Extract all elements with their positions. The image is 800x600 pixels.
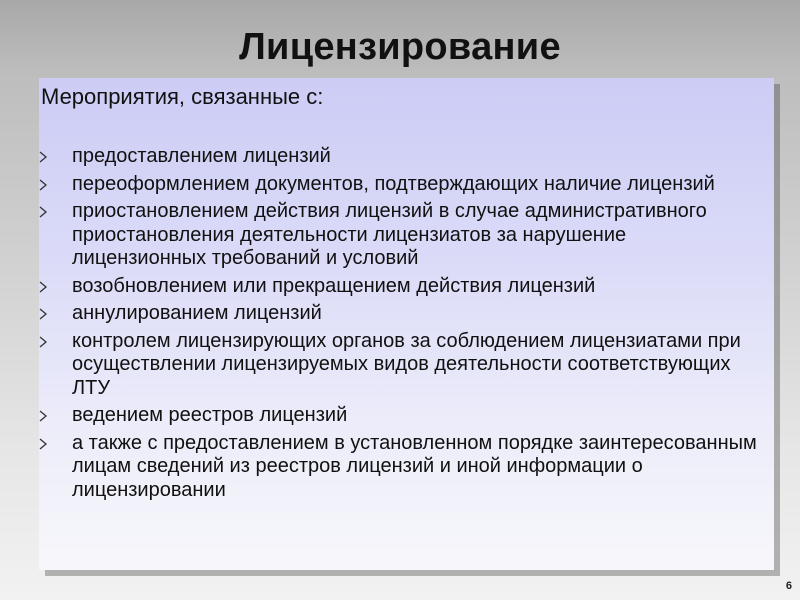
bullet-item <box>38 173 760 197</box>
bullet-text: возобновлением или прекращением действия лицензий <box>72 274 596 297</box>
bullet-text: переоформлением документов, подтверждающих наличие лицензий <box>72 172 715 195</box>
bullet-text: ведением реестров лицензий <box>72 404 348 426</box>
bullet-item <box>38 302 760 326</box>
bullet-item <box>38 200 760 271</box>
bullet-list <box>38 145 760 506</box>
bullet-text: аннулированием лицензий <box>72 302 322 324</box>
bullet-item <box>38 330 760 401</box>
bullet-text: контролем лицензирующих органов за соблюдением лицензиатами при осуществлении лицензируемых видов деятельности соответствующих ЛТУ <box>72 329 741 399</box>
arrow-bullet-icon <box>38 410 48 422</box>
arrow-bullet-icon <box>38 206 48 218</box>
arrow-bullet-icon <box>38 179 48 191</box>
arrow-bullet-icon <box>38 336 48 348</box>
arrow-bullet-icon <box>38 438 48 450</box>
intro-text: Мероприятия, связанные с: <box>41 84 324 109</box>
bullet-item <box>38 275 760 299</box>
slide-title: Лицензирование <box>239 26 561 68</box>
bullet-item <box>38 432 760 503</box>
page-number: 6 <box>785 580 792 592</box>
bullet-item <box>38 404 760 428</box>
arrow-bullet-icon <box>38 308 48 320</box>
bullet-text: приостановлением действия лицензий в случае административного приостановления деятельности лицензиатов за нарушение лицензионных требований и условий <box>72 200 707 269</box>
bullet-item <box>38 145 760 169</box>
arrow-bullet-icon <box>38 151 48 163</box>
bullet-text: предоставлением лицензий <box>72 145 331 167</box>
arrow-bullet-icon <box>38 281 48 293</box>
bullet-text: а также с предоставлением в установленном порядке заинтересованным лицам сведений из реестров лицензий и иной информации о лицензировании <box>72 431 757 501</box>
